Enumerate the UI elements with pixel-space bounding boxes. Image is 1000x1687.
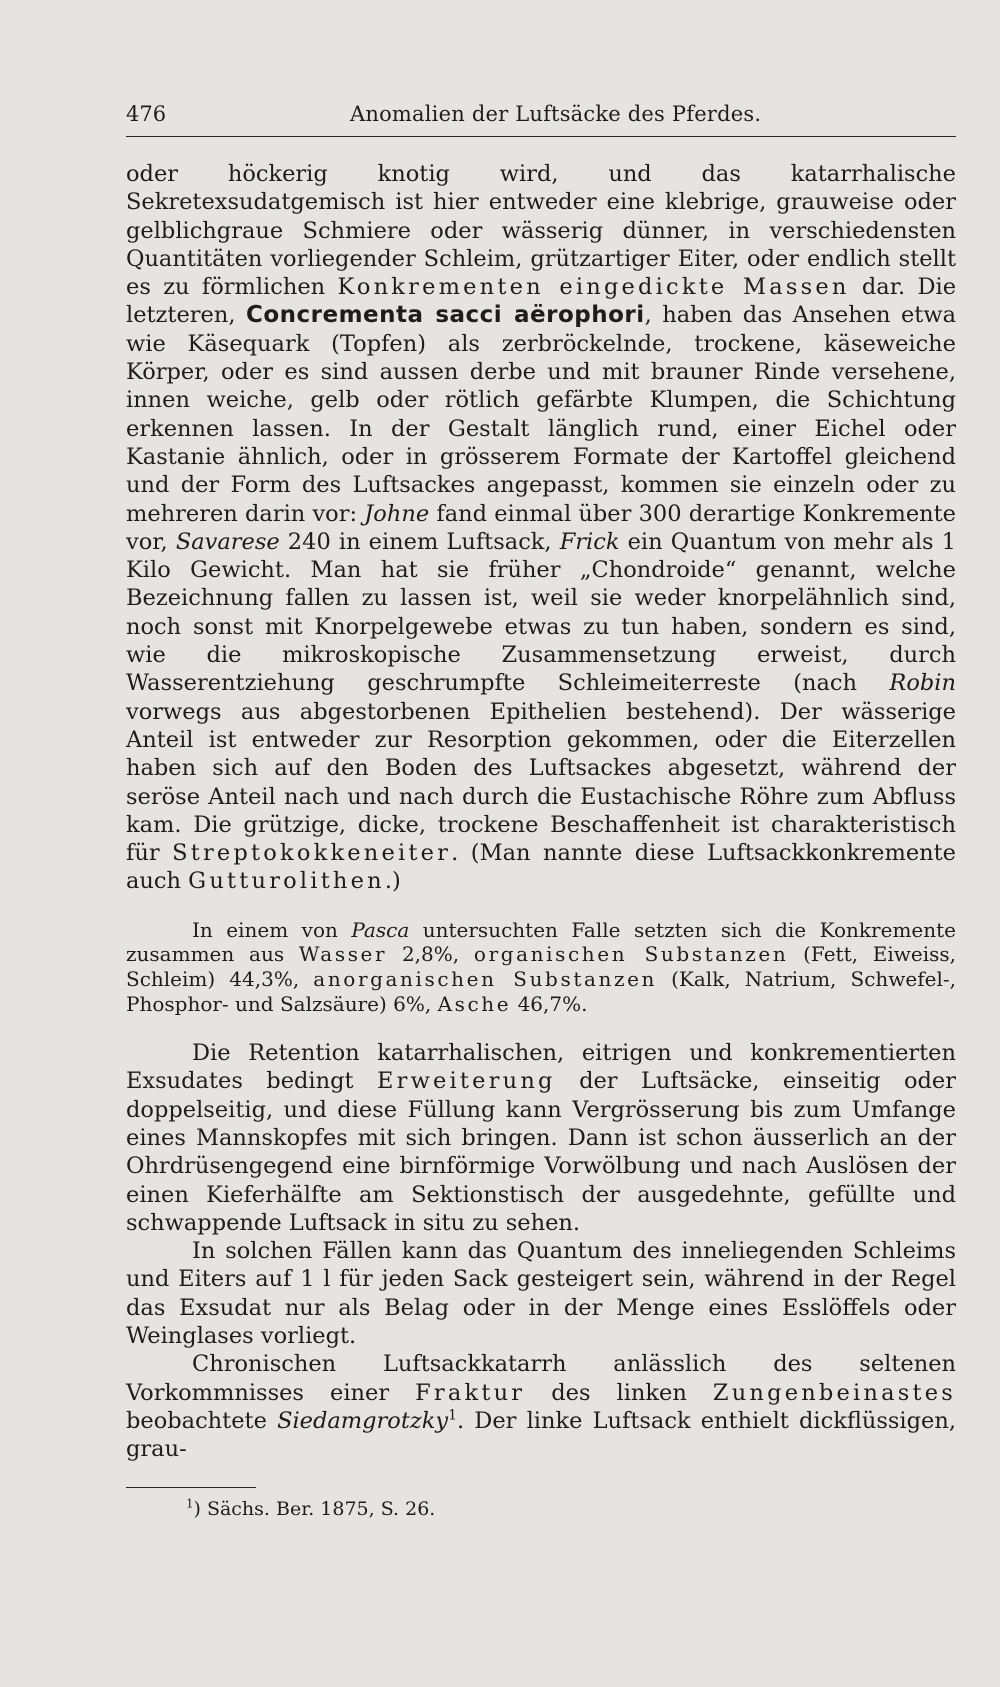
author-name: Savarese [175,528,280,555]
footnote-reference[interactable]: 1 [448,1407,457,1424]
paragraph-retention: Die Retention katarrhalischen, eitrigen und konkrementierten Exsudates bedingt Erweiterung der Luftsäcke, einseitig oder doppelseitig, und diese Füllung kann Vergrösserung bis zum Umfange eines Mannskopfes mit sich bringen. Dann ist schon äusserlich an der Ohrdrüsengegend eine birnförmige Vorwölbung und nach Auslösen der einen Kieferhälfte am Sektionstisch der ausgedehnte, gefüllte und schwappende Luftsack in situ zu sehen. [126,1040,956,1236]
author-name: Siedamgrotzky [277,1407,449,1434]
author-name: Pasca [351,917,410,942]
author-name: Frick [559,528,620,555]
page-number: 476 [126,102,167,126]
footnote [186,1496,435,1522]
footnote-text: ) Sächs. Ber. 1875, S. 26. [193,1498,436,1520]
latin-term: Concrementa sacci aërophori [245,302,645,329]
footnote-rule [126,1487,256,1488]
header-rule [126,136,956,137]
author-name: Johne [364,500,430,527]
paragraph-concrements: oder höckerig knotig wird, und das katarrhalische Sekretexsudatgemisch ist hier entweder eine klebrige, grauweise oder gelblichgraue Schmiere oder wässerig dünner, in verschiedensten Quantitäten vorliegender Schleim, grützartiger Eiter, oder endlich stellt es zu förmlichen Konkrementen eingedickte Massen dar. Die letzteren, Concrementa sacci aërophori, haben das Ansehen etwa wie Käsequark (Topfen) als zerbröckelnde, trockene, käseweiche Körper, oder es sind aussen derbe und mit brauner Rinde versehene, innen weiche, gelb oder rötlich gefärbte Klumpen, die Schichtung erkennen lassen. In der Gestalt länglich rund, einer Eichel oder Kastanie ähnlich, oder in grösserem Formate der Kartoffel gleichend und der Form des Luftsackes angepasst, kommen sie einzeln oder zu mehreren darin vor: Johne fand einmal über 300 derartige Konkremente vor, Savarese 240 in einem Luftsack, Frick ein Quantum von mehr als 1 Kilo Gewicht. Man hat sie früher „Chondroide“ genannt, welche Bezeichnung fallen zu lassen ist, weil sie weder knorpelähnlich sind, noch sonst mit Knorpelgewebe etwas zu tun haben, sondern es sind, wie die mikroskopische Zusammensetzung erweist, durch Wasserentziehung geschrumpfte Schleimeiterreste (nach Robin vorwegs aus abgestorbenen Epithelien bestehend). Der wässerige Anteil ist entweder zur Resorption gekommen, oder die Eiterzellen haben sich auf den Boden des Luftsackes abgesetzt, während der seröse Anteil nach und nach durch die Eustachische Röhre zum Abfluss kam. Die grützige, dicke, trockene Beschaffenheit ist charakteristisch für Streptokokkeneiter. (Man nannte diese Luftsackkonkremente auch Gutturolithen.) [126,161,957,895]
author-name: Robin [889,670,956,697]
footnote-marker: 1 [186,1496,194,1511]
body-text [126,160,956,1464]
running-title: Anomalien der Luftsäcke des Pferdes. [350,102,762,126]
paragraph-fracture: Chronischen Luftsackkatarrh anlässlich des seltenen Vorkommnisses einer Fraktur des linken Zungenbeinastes beobachtete Siedamgrotzky$^1$. Der linke Luftsack enthielt dickflüssigen, grau- [126,1351,956,1463]
paragraph-analysis-smallprint: In einem von Pasca untersuchten Falle setzten sich die Konkremente zusammen aus Wasser 2,8%, organischen Substanzen (Fett, Eiweiss, Schleim) 44,3%, anorganischen Substanzen (Kalk, Natrium, Schwefel-, Phosphor- und Salzsäure) 6%, Asche 46,7%. [126,917,956,1016]
paragraph-quantity: In solchen Fällen kann das Quantum des inneliegenden Schleims und Eiters auf 1 l für jeden Sack gesteigert sein, während in der Regel das Exsudat nur als Belag oder in der Menge eines Esslöffels oder Weinglases vorliegt. [126,1238,956,1350]
